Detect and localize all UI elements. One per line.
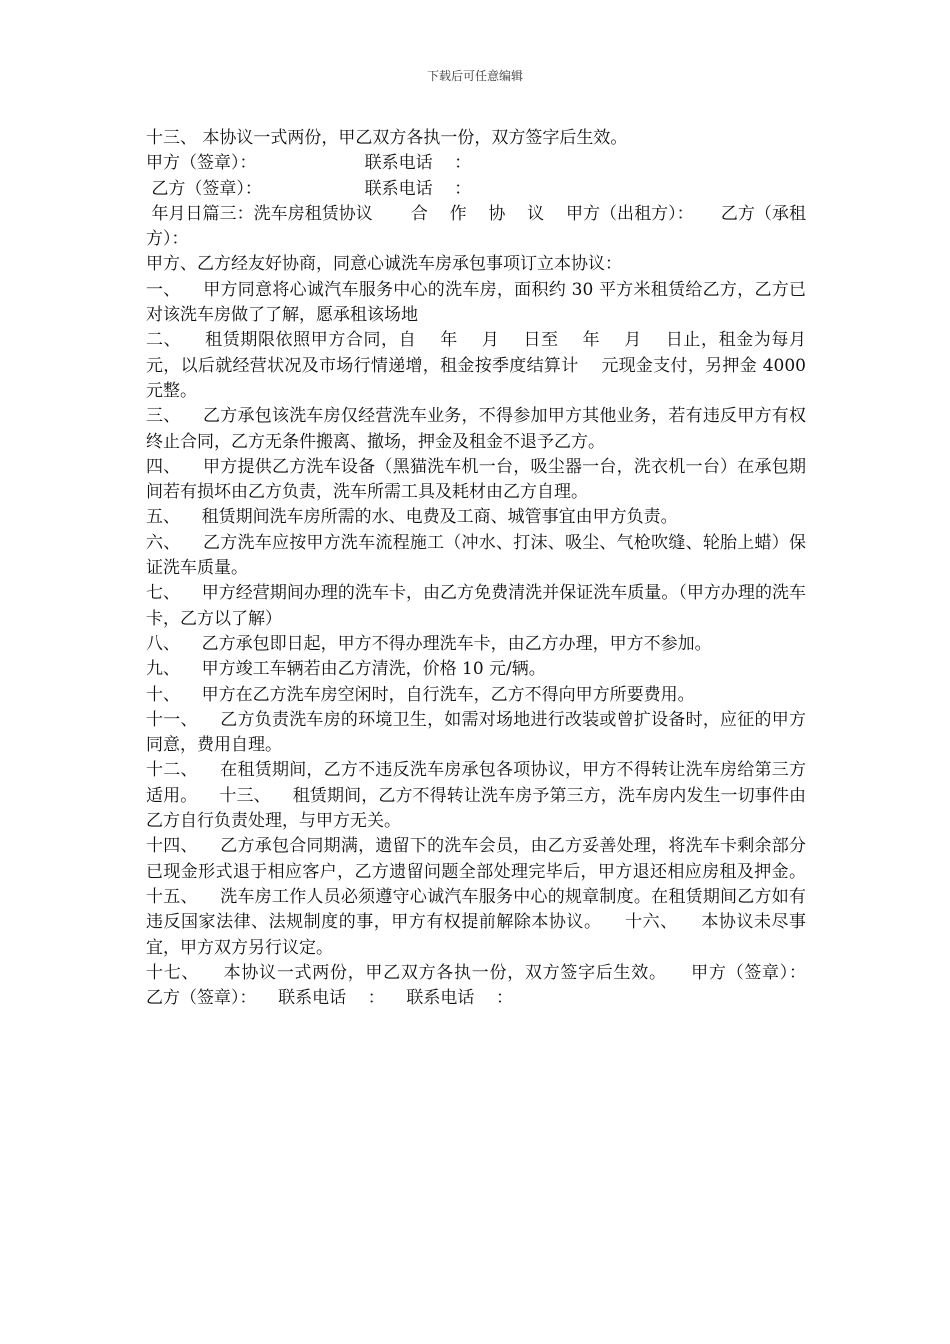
paragraph-clause-13-first: 十三、 本协议一式两份，甲乙双方各执一份，双方签字后生效。 bbox=[146, 128, 628, 148]
paragraph-clause-9: 九、 甲方竣工车辆若由乙方清洗，价格 10 元/辆。 bbox=[146, 659, 546, 680]
paragraph-clause-17-signatures: 十七、 本协议一式两份，甲乙双方各执一份，双方签字后生效。 甲方（签章）： 乙方（签章）： 联系电话 ： 联系电话 ： bbox=[146, 962, 839, 1009]
paragraph-preamble: 甲方、乙方经友好协商，同意心诚洗车房承包事项订立本协议： bbox=[146, 254, 622, 275]
paragraph-clause-2: 二、 租赁期限依照甲方合同，自 年 月 日至 年 月 日止，租金为每月 元，以后就经营状况及市场行情递增，租金按季度结算计 元现金支付，另押金 4000 元整。 bbox=[146, 330, 828, 401]
header-note: 下载后可任意编辑 bbox=[426, 69, 523, 83]
signature-line-party-b: 乙方（签章）： 联系电话 ： bbox=[146, 178, 472, 199]
paragraph-clause-6: 六、 乙方洗车应按甲方洗车流程施工（冲水、打沫、吸尘、气枪吹缝、轮胎上蜡）保证洗车质量。 bbox=[146, 532, 806, 579]
agreement-title-line: 年月日篇三：洗车房租赁协议 合 作 协 议 甲方（出租方）： 乙方（承租方）： bbox=[146, 203, 806, 250]
paragraph-clause-10: 十、 甲方在乙方洗车房空闲时，自行洗车，乙方不得向甲方所要费用。 bbox=[146, 684, 695, 705]
paragraph-clause-8: 八、 乙方承包即日起，甲方不得办理洗车卡，由乙方办理，甲方不参加。 bbox=[146, 633, 712, 654]
paragraph-clause-11: 十一、 乙方负责洗车房的环境卫生，如需对场地进行改装或曾扩设备时，应征的甲方同意，费用自理。 bbox=[146, 709, 806, 756]
paragraph-clause-1: 一、 甲方同意将心诚汽车服务中心的洗车房，面积约 30 平方米租赁给乙方，乙方已对该洗车房做了了解，愿承租该场地 bbox=[146, 279, 806, 326]
signature-line-party-a: 甲方（签章）： 联系电话 ： bbox=[146, 153, 472, 174]
paragraph-clause-7: 七、 甲方经营期间办理的洗车卡，由乙方免费清洗并保证洗车质量。（甲方办理的洗车卡，乙方以了解） bbox=[146, 583, 806, 629]
document-body bbox=[146, 126, 839, 1011]
paragraph-clause-14-16: 十四、 乙方承包合同期满，遗留下的洗车会员，由乙方妥善处理，将洗车卡剩余部分已现金形式退于相应客户，乙方遗留问题全部处理完毕后，甲方退还相应房租及押金。 十五、 洗车房工作人员必须遵守心诚汽车服务中心的规章制度。在租赁期间乙方如有违反国家法律、法规制度的事，甲方有权提前解除本协议。 十六、 本协议未尽事宜，甲方双方另行议定。 bbox=[146, 836, 828, 958]
paragraph-clause-5: 五、 租赁期间洗车房所需的水、电费及工商、城管事宜由甲方负责。 bbox=[146, 507, 678, 528]
paragraph-clause-3: 三、 乙方承包该洗车房仅经营洗车业务，不得参加甲方其他业务，若有违反甲方有权终止合同，乙方无条件搬离、撤场，押金及租金不退予乙方。 bbox=[146, 406, 806, 452]
paragraph-clause-4: 四、 甲方提供乙方洗车设备（黑猫洗车机一台，吸尘器一台，洗衣机一台）在承包期间若有损坏由乙方负责，洗车所需工具及耗材由乙方自理。 bbox=[146, 456, 806, 503]
paragraph-clause-12-13: 十二、 在租赁期间，乙方不违反洗车房承包各项协议，甲方不得转让洗车房给第三方适用。 十三、 租赁期间，乙方不得转让洗车房予第三方，洗车房内发生一切事件由乙方自行负责处理，与甲方无关。 bbox=[146, 760, 806, 832]
